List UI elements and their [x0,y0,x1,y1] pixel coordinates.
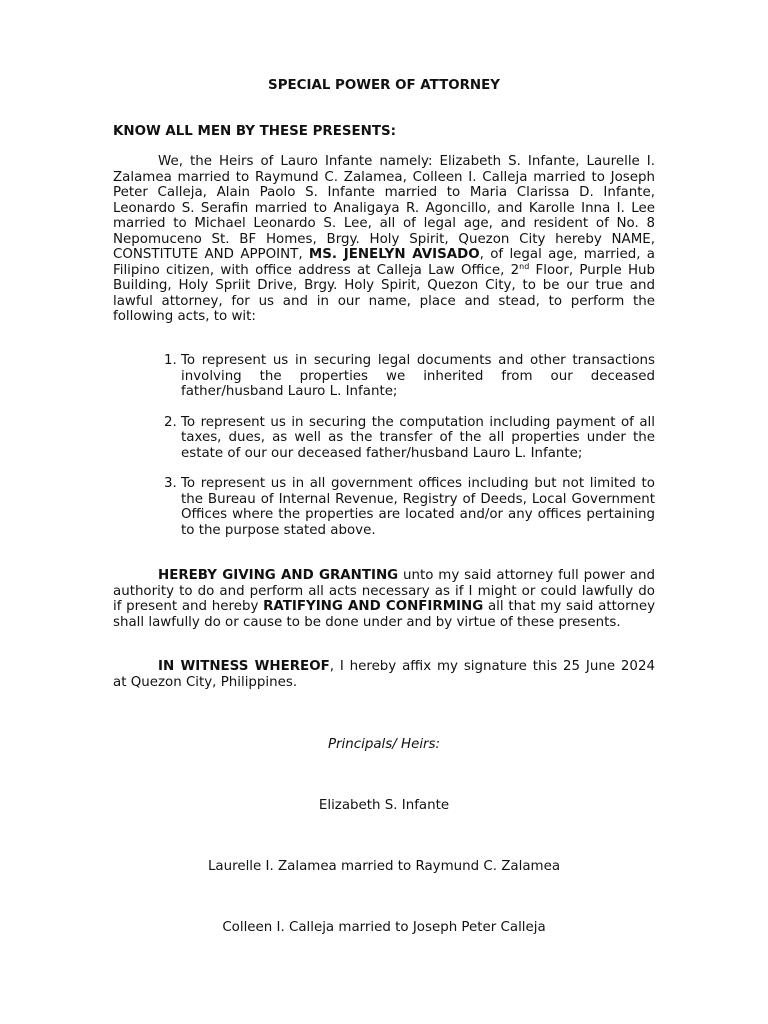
act-item-3: 3. To represent us in all government offices including but not limited to the Bureau of Internal Revenue, Registry of Deeds, Local Government Offices where the properties are located and/or any offices pertaining to the purpose stated above. [181,476,655,538]
opening-paragraph [113,154,655,325]
witness-text: , I hereby affix my signature this 25 June 2024 at Quezon City, Philippines. [113,659,655,690]
opening-text-3: Floor, Purple Hub Building, Holy Spriit Drive, Brgy. Holy Spirit, Quezon City, to be our true and lawful attorney, for us and in our name, place and stead, to perform the following acts, to wit: [113,262,656,324]
granting-text-1: unto my said attorney full power and authority to do and perform all acts necessary as if I might or could lawfully do if present and hereby [113,568,656,614]
signatory-2: Laurelle I. Zalamea married to Raymund C. Zalamea [207,859,561,874]
witness-phrase: IN WITNESS WHEREOF [158,659,330,674]
act-item-1: 1. To represent us in securing legal documents and other transactions involving the properties we inherited from our deceased father/husband Lauro L. Infante; [181,353,655,400]
principals-label: Principals/ Heirs: [327,737,441,752]
signatory-1: Elizabeth S. Infante [318,798,450,813]
ratifying-phrase: RATIFYING AND CONFIRMING [263,599,484,614]
act-item-2: 2. To represent us in securing the computation including payment of all taxes, dues, as well as the transfer of the all properties under the estate of our our deceased father/husband Lauro L. Infante; [181,415,655,462]
witness-paragraph [113,659,655,690]
opening-text-2: , of legal age, married, a Filipino citizen, with office address at Calleja Law Office, 2 [113,247,655,278]
granting-paragraph [113,568,655,630]
ordinal-suffix: nd [519,261,530,271]
signatory-3: Colleen I. Calleja married to Joseph Peter Calleja [222,920,546,935]
document-heading: KNOW ALL MEN BY THESE PRESENTS: [113,124,397,139]
opening-text-1: We, the Heirs of Lauro Infante namely: Elizabeth S. Infante, Laurelle I. Zalamea married to Raymund C. Zalamea, Colleen I. Calleja married to Joseph Peter Calleja, Alain Paolo S. Infante married to Maria Clarissa D. Infante, Leonardo S. Serafin married to Analigaya R. Agoncillo, and Karolle Inna I. Lee married to Michael Leonardo S. Lee, all of legal age, and resident of No. 8 Nepomuceno St. BF Homes, Brgy. Holy Spirit, Quezon City hereby NAME, CONSTITUTE AND APPOINT, [113,154,655,262]
document-title: SPECIAL POWER OF ATTORNEY [268,78,500,93]
attorney-name: MS. JENELYN AVISADO [308,247,480,262]
granting-text-2: all that my said attorney shall lawfully do or cause to be done under and by virtue of these presents. [113,599,655,630]
acts-list [113,353,655,553]
granting-phrase: HEREBY GIVING AND GRANTING [158,568,399,583]
